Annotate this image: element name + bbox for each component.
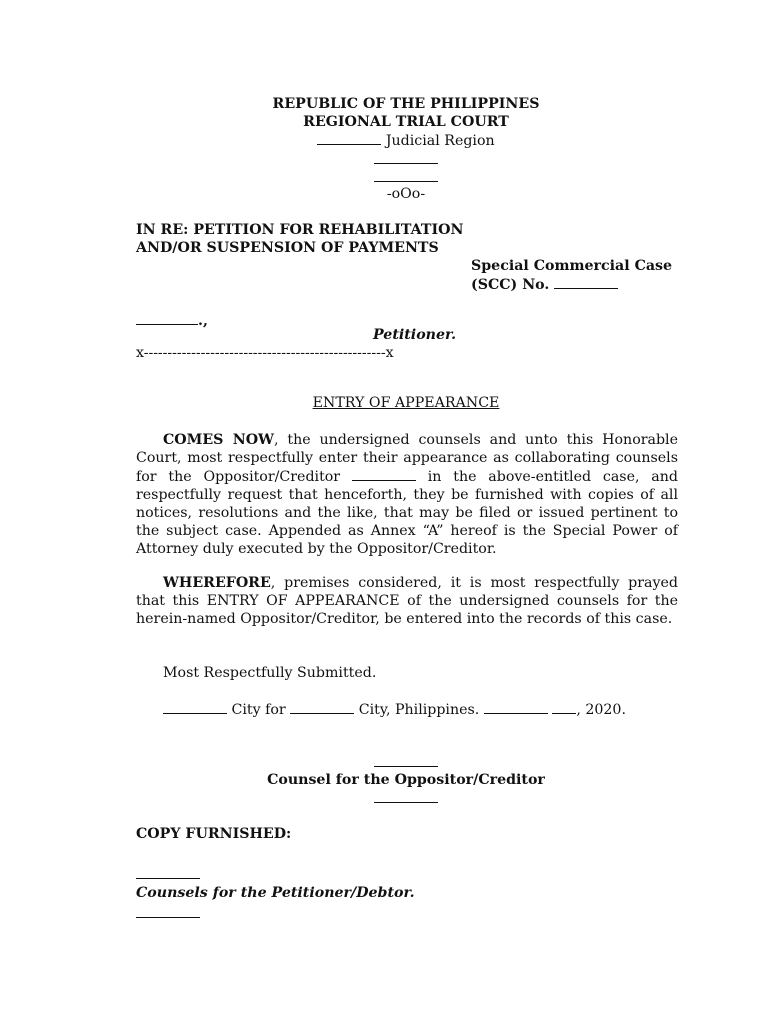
region-blank <box>317 131 381 145</box>
party-name <box>136 311 208 330</box>
comes-now-text-a: , the undersigned counsels and unto this Honorable Court, most respectfully enter their appearance as collaborating counsels for the Oppositor/Creditor <box>136 432 678 485</box>
caption-divider: x---------------------------------------------------x <box>136 345 394 361</box>
document-title: ENTRY OF APPEARANCE <box>312 395 500 411</box>
wherefore-lead: WHEREFORE <box>163 575 271 591</box>
city-blank <box>374 181 438 182</box>
creditor-blank <box>352 467 416 481</box>
date-month-blank <box>484 700 548 714</box>
case-number-label: (SCC) No. <box>471 277 555 293</box>
date-day-blank <box>552 700 576 714</box>
wherefore-text: , premises considered, it is most respectfully prayed that this ENTRY OF APPEARANCE of the undersigned counsels for the herein-named Oppositor/Creditor, be entered into the records of this case. <box>136 575 678 627</box>
place-city-1: City for <box>227 702 291 718</box>
region-label: Judicial Region <box>381 133 495 149</box>
header-republic: REPUBLIC OF THE PHILIPPINES <box>272 96 540 112</box>
branch-blank <box>374 163 438 164</box>
submitted-line: Most Respectfully Submitted. <box>163 665 377 681</box>
petitioner-counsels-label: Counsels for the Petitioner/Debtor. <box>136 885 415 901</box>
party-blank <box>136 311 198 325</box>
in-re-line2: AND/OR SUSPENSION OF PAYMENTS <box>136 240 439 256</box>
counsel-name-blank <box>374 766 438 767</box>
comes-now-text-b: in the above-entitled case, and respectfully request that henceforth, they be furnished with copies of all notices, resolutions and the like, that may be filed or issued pertinent to the subject case. Appended as Annex “A” hereof is the Special Power of Attorney duly executed by the Oppositor/Creditor. <box>136 469 678 557</box>
counsel-detail-blank <box>374 802 438 803</box>
place-blank-2 <box>290 700 354 714</box>
case-number-blank <box>554 275 618 289</box>
petitioner-label: Petitioner. <box>373 327 457 343</box>
counsel-label: Counsel for the Oppositor/Creditor <box>267 772 545 788</box>
party-suffix: ., <box>198 313 208 329</box>
header-separator: -oOo- <box>386 186 426 202</box>
header-court: REGIONAL TRIAL COURT <box>303 114 509 130</box>
in-re-line1: IN RE: PETITION FOR REHABILITATION <box>136 222 464 238</box>
place-city-2: City, Philippines. <box>354 702 484 718</box>
place-date-line <box>163 700 626 719</box>
header-region <box>0 131 768 150</box>
place-blank-1 <box>163 700 227 714</box>
date-year: , 2020. <box>576 702 626 718</box>
paragraph-wherefore <box>136 574 678 628</box>
case-number <box>471 275 618 294</box>
comes-now-lead: COMES NOW <box>163 432 274 448</box>
case-type: Special Commercial Case <box>471 258 673 274</box>
copy-furnished-label: COPY FURNISHED: <box>136 826 292 842</box>
petitioner-counsel-blank <box>136 878 200 879</box>
paragraph-comes-now <box>136 431 678 558</box>
petitioner-address-blank <box>136 917 200 918</box>
